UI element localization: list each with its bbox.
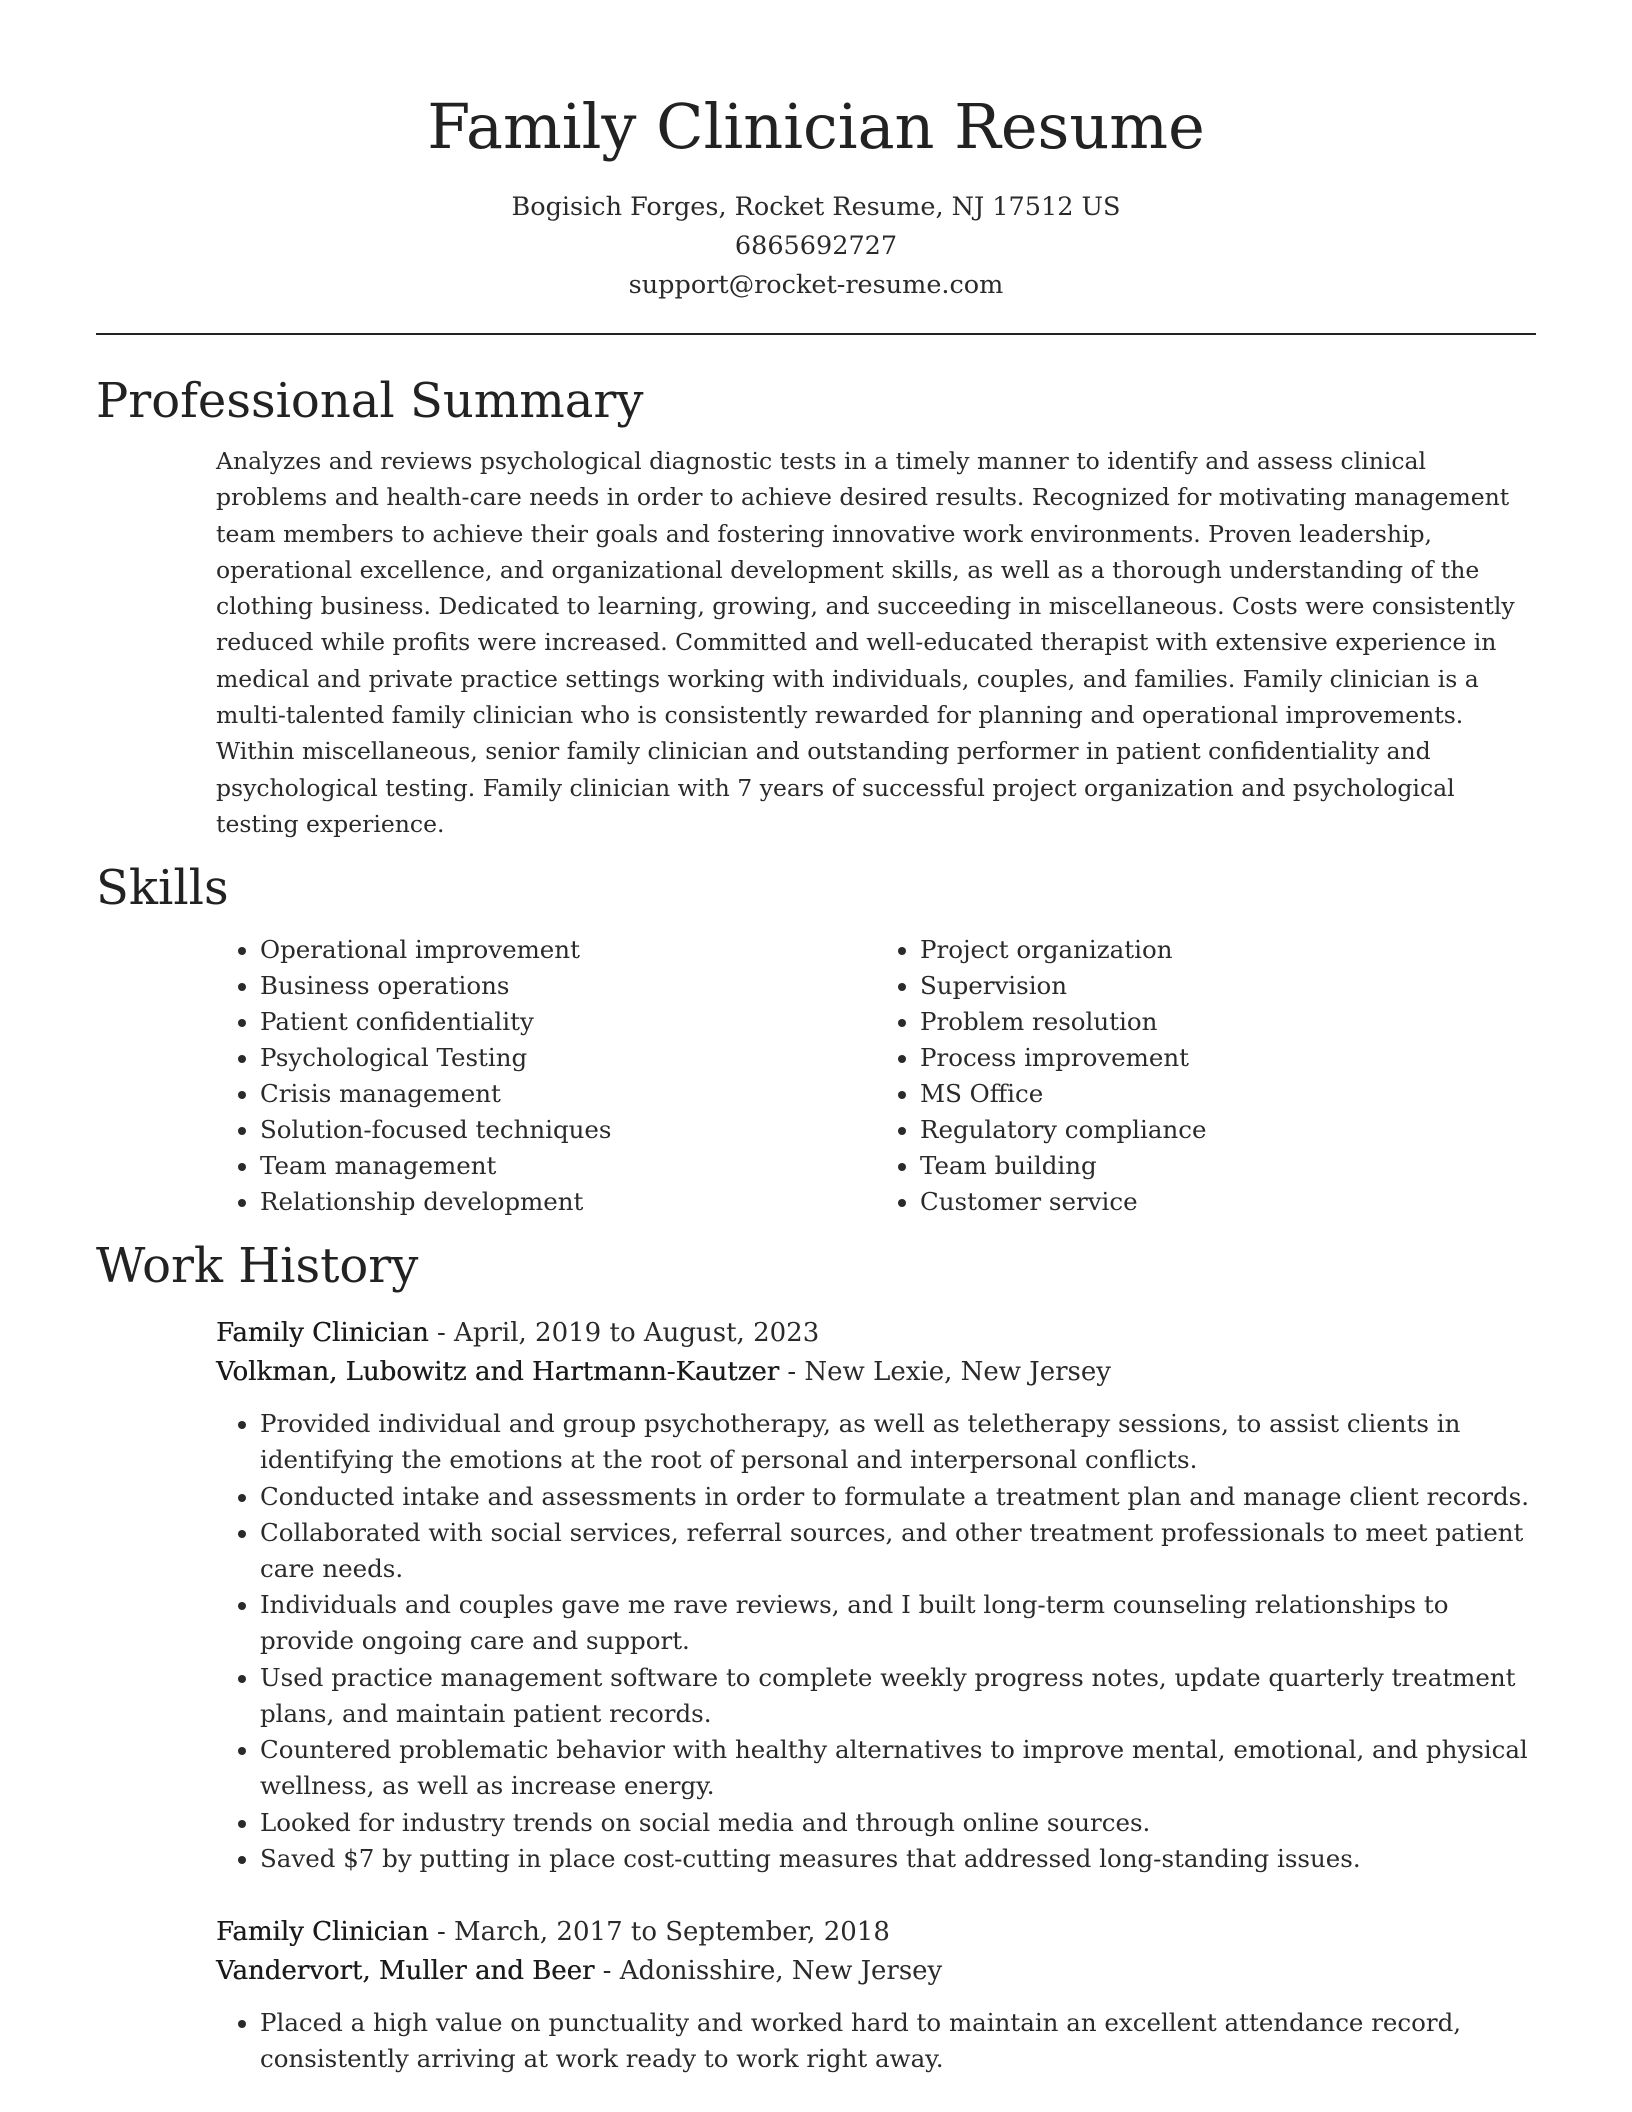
skills-grid bbox=[216, 932, 1536, 1220]
job-bullet: • Countered problematic behavior with healthy alternatives to improve mental, emotional, and physical wellness, as well as increase energy. bbox=[260, 1732, 1550, 1804]
job-bullet: • Used practice management software to complete weekly progress notes, update quarterly treatment plans, and maintain patient records. bbox=[260, 1660, 1550, 1732]
skill-item: • Business operations bbox=[260, 968, 876, 1004]
skill-item: • Crisis management bbox=[260, 1076, 876, 1112]
job-role: Family Clinician bbox=[216, 1318, 429, 1349]
job-entry bbox=[216, 1314, 1536, 1877]
job-bullet: • Conducted intake and assessments in order to formulate a treatment plan and manage client records. bbox=[260, 1479, 1550, 1515]
contact-address: Bogisich Forges, Rocket Resume, NJ 17512 US bbox=[511, 192, 1121, 222]
contact-phone: 6865692727 bbox=[734, 231, 898, 261]
job-company-line bbox=[216, 1952, 1536, 1991]
job-location: - New Lexie, New Jersey bbox=[779, 1357, 1111, 1388]
job-bullet-list bbox=[216, 1406, 1550, 1877]
header-divider bbox=[96, 333, 1536, 335]
skills-list-left bbox=[216, 932, 876, 1220]
summary-text: Analyzes and reviews psychological diagnostic tests in a timely manner to identify and assess clinical problems and health-care needs in order to achieve desired results. Recognized for motivating management team members to achieve their goals and fostering innovative work environments. Proven leadership, operational excellence, and organizational development skills, as well as a thorough understanding of the clothing business. Dedicated to learning, growing, and succeeding in miscellaneous. Costs were consistently reduced while profits were increased. Committed and well-educated therapist with extensive experience in medical and private practice settings working with individuals, couples, and families. Family clinician is a multi-talented family clinician who is consistently rewarded for planning and operational improvements. Within miscellaneous, senior family clinician and outstanding performer in patient confidentiality and psychological testing. Family clinician with 7 years of successful project organization and psychological testing experience. bbox=[216, 447, 1515, 838]
job-company-line bbox=[216, 1353, 1536, 1392]
skill-item: • Regulatory compliance bbox=[920, 1112, 1536, 1148]
job-company: Volkman, Lubowitz and Hartmann-Kautzer bbox=[216, 1357, 780, 1388]
job-entry bbox=[216, 1913, 1536, 2077]
skill-item: • Problem resolution bbox=[920, 1004, 1536, 1040]
skill-item: • Supervision bbox=[920, 968, 1536, 1004]
job-dates: - March, 2017 to September, 2018 bbox=[428, 1916, 890, 1947]
job-bullet: • Provided individual and group psychotherapy, as well as teletherapy sessions, to assist clients in identifying the emotions at the root of personal and interpersonal conflicts. bbox=[260, 1406, 1550, 1478]
skills-heading: Skills bbox=[96, 860, 229, 917]
job-bullet: • Collaborated with social services, referral sources, and other treatment professionals to meet patient care needs. bbox=[260, 1515, 1550, 1587]
skill-item: • Customer service bbox=[920, 1184, 1536, 1220]
skill-item: • Team management bbox=[260, 1148, 876, 1184]
job-title-line bbox=[216, 1913, 1536, 1952]
job-company: Vandervort, Muller and Beer bbox=[216, 1955, 595, 1986]
job-bullet-list bbox=[216, 2005, 1550, 2077]
resume-title: Family Clinician Resume bbox=[427, 90, 1205, 163]
skill-item: • Project organization bbox=[920, 932, 1536, 968]
skills-list-right bbox=[876, 932, 1536, 1220]
job-title-line bbox=[216, 1314, 1536, 1353]
skill-item: • Solution-focused techniques bbox=[260, 1112, 876, 1148]
job-bullet: • Individuals and couples gave me rave reviews, and I built long-term counseling relationships to provide ongoing care and support. bbox=[260, 1587, 1550, 1659]
job-bullet: • Looked for industry trends on social media and through online sources. bbox=[260, 1805, 1550, 1841]
resume-header bbox=[96, 0, 1536, 305]
skill-item: • Psychological Testing bbox=[260, 1040, 876, 1076]
skill-item: • Patient confidentiality bbox=[260, 1004, 876, 1040]
job-role: Family Clinician bbox=[216, 1916, 429, 1947]
summary-section bbox=[96, 371, 1536, 842]
skill-item: • Operational improvement bbox=[260, 932, 876, 968]
job-location: - Adonisshire, New Jersey bbox=[594, 1955, 943, 1986]
skill-item: • Team building bbox=[920, 1148, 1536, 1184]
skill-item: • Process improvement bbox=[920, 1040, 1536, 1076]
work-history-heading: Work History bbox=[96, 1238, 419, 1295]
work-history-section bbox=[96, 1236, 1536, 2077]
skill-item: • MS Office bbox=[920, 1076, 1536, 1112]
skill-item: • Relationship development bbox=[260, 1184, 876, 1220]
contact-block bbox=[96, 188, 1536, 305]
summary-heading: Professional Summary bbox=[96, 373, 644, 429]
job-bullet: • Saved $7 by putting in place cost-cutting measures that addressed long-standing issues. bbox=[260, 1841, 1550, 1877]
resume-page bbox=[96, 0, 1536, 2077]
contact-email: support@rocket-resume.com bbox=[628, 270, 1004, 300]
skills-section bbox=[96, 858, 1536, 1220]
job-bullet: • Placed a high value on punctuality and worked hard to maintain an excellent attendance record, consistently arriving at work ready to work right away. bbox=[260, 2005, 1550, 2077]
job-dates: - April, 2019 to August, 2023 bbox=[428, 1318, 820, 1349]
